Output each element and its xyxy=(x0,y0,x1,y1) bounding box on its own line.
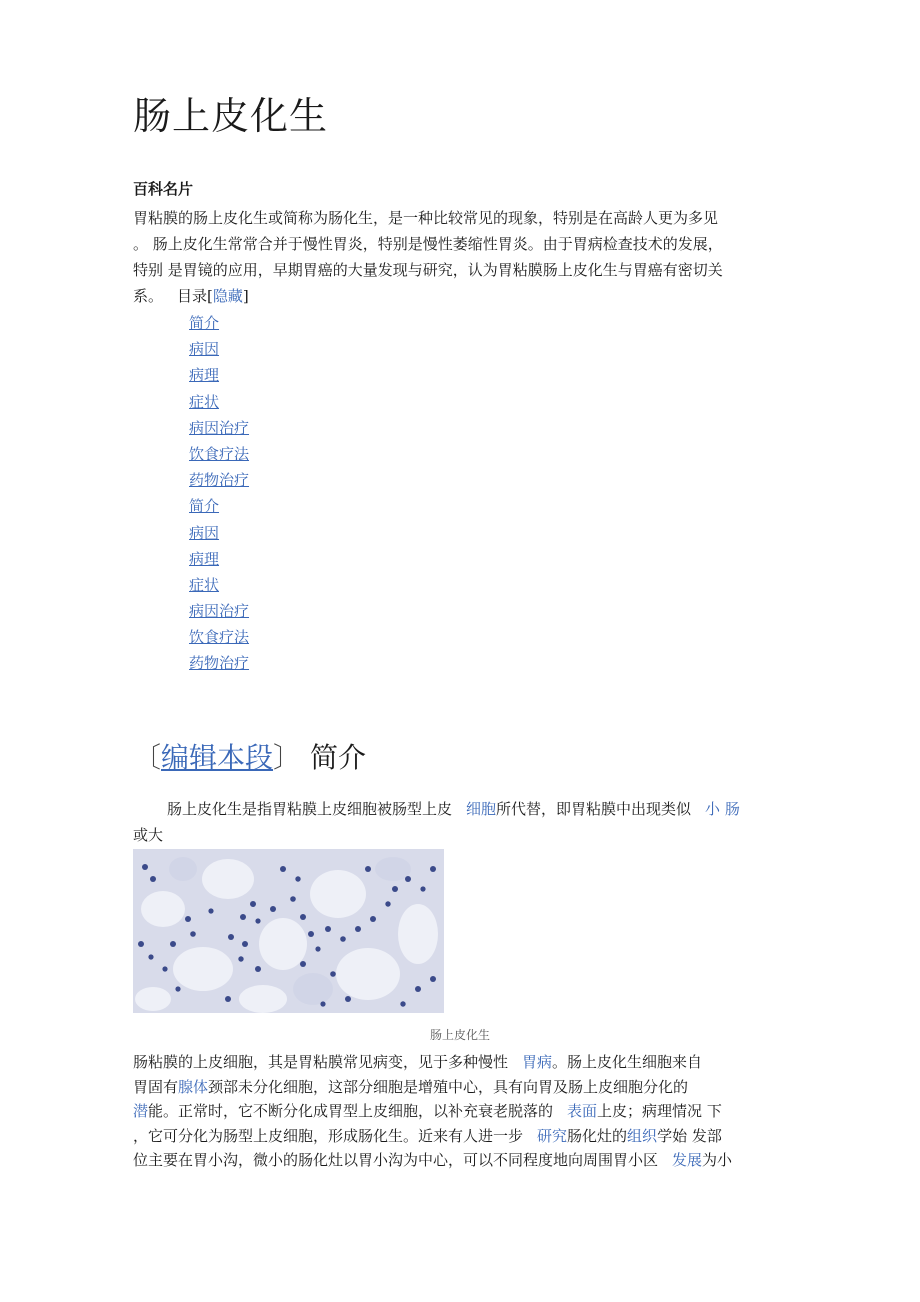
toc-label: 目录 xyxy=(177,287,208,305)
para-line xyxy=(133,1075,793,1100)
toc-bracket-open: [ xyxy=(207,287,213,305)
toc-link[interactable]: 药物治疗 xyxy=(189,471,250,490)
edit-section-link[interactable]: 编辑本段 xyxy=(161,741,274,774)
toc-item xyxy=(189,520,249,546)
toc-link[interactable]: 饮食疗法 xyxy=(189,444,250,463)
section-heading xyxy=(133,736,366,780)
para-text: ，它可分化为肠型上皮细胞，形成肠化生。近来有人进一步 xyxy=(133,1126,524,1145)
toc-item xyxy=(189,493,249,519)
intro-paragraph xyxy=(133,205,793,309)
para-text: 为小 xyxy=(702,1151,733,1169)
para-text: 位主要在胃小沟，微小的肠化灶以胃小沟为中心，可以不同程度地向周围胃小区 xyxy=(133,1151,659,1169)
para-text: 肠化灶的 xyxy=(567,1126,628,1145)
toc-item xyxy=(189,598,249,624)
body-paragraph xyxy=(133,1050,793,1173)
toc-item xyxy=(189,389,249,415)
figure-caption: 肠上皮化生 xyxy=(429,1028,490,1042)
intro-section-paragraph xyxy=(133,796,793,848)
toc-link[interactable]: 病因 xyxy=(189,340,220,359)
toc-link[interactable]: 病因治疗 xyxy=(189,418,250,437)
section-title: 简介 xyxy=(309,741,366,774)
intro-line: 胃粘膜的肠上皮化生或简称为肠化生，是一种比较常见的现象，特别是在高龄人更为多见 xyxy=(133,209,719,227)
para-line xyxy=(133,1050,793,1075)
intro-line: 特别 是胃镜的应用，早期胃癌的大量发现与研究，认为胃粘膜肠上皮化生与胃癌有密切关 xyxy=(133,261,723,279)
toc-item xyxy=(189,415,249,441)
toc-item xyxy=(189,467,249,493)
toc-link[interactable]: 简介 xyxy=(189,497,220,516)
toc-link[interactable]: 症状 xyxy=(189,392,220,411)
histology-image xyxy=(133,849,444,1013)
para-text: 胃固有 xyxy=(133,1077,179,1096)
toc-hide-link[interactable]: 隐藏 xyxy=(212,287,243,305)
gland-link[interactable]: 腺体 xyxy=(178,1077,209,1096)
toc-link[interactable]: 病理 xyxy=(189,549,220,568)
toc-link[interactable]: 病理 xyxy=(189,366,220,385)
edit-bracket-open: 〔 xyxy=(133,741,162,774)
page-title: 肠上皮化生 xyxy=(133,94,329,138)
toc-item xyxy=(189,336,249,362)
toc-item xyxy=(189,441,249,467)
toc-link[interactable]: 药物治疗 xyxy=(189,654,250,673)
toc-link[interactable]: 病因治疗 xyxy=(189,602,250,621)
stomach-disease-link[interactable]: 胃病 xyxy=(522,1053,553,1071)
toc-link[interactable]: 症状 xyxy=(189,575,220,594)
para-line: 或大 xyxy=(133,826,164,844)
micrograph-illustration xyxy=(133,849,444,1013)
potential-link[interactable]: 潜 xyxy=(133,1102,149,1120)
para-text: 上皮；病理情况 下 xyxy=(597,1102,722,1120)
toc-item xyxy=(189,624,249,650)
para-line xyxy=(133,796,793,822)
toc-link[interactable]: 简介 xyxy=(189,314,220,332)
development-link[interactable]: 发展 xyxy=(672,1151,703,1169)
table-of-contents xyxy=(189,310,249,677)
para-line xyxy=(133,1124,793,1149)
para-text: 学始 发部 xyxy=(657,1126,722,1145)
intro-text: 系。 xyxy=(133,287,164,305)
cell-link[interactable]: 细胞 xyxy=(466,800,497,818)
toc-item xyxy=(189,362,249,388)
toc-bracket-close: ] xyxy=(242,287,249,305)
intro-line: 。 肠上皮化生常常合并于慢性胃炎，特别是慢性萎缩性胃炎。由于胃病检查技术的发展， xyxy=(133,235,723,253)
para-text: 。肠上皮化生细胞来自 xyxy=(552,1053,703,1071)
para-text: 肠粘膜的上皮细胞，其是胃粘膜常见病变，见于多种慢性 xyxy=(133,1053,509,1071)
toc-link[interactable]: 病因 xyxy=(189,523,220,542)
para-text: 颈部未分化细胞，这部分细胞是增殖中心，具有向胃及肠上皮细胞分化的 xyxy=(208,1077,689,1096)
toc-item xyxy=(189,650,249,676)
para-line xyxy=(133,1148,793,1173)
toc-link[interactable]: 饮食疗法 xyxy=(189,628,250,647)
para-line xyxy=(133,1099,793,1124)
para-text: 肠上皮化生是指胃粘膜上皮细胞被肠型上皮 xyxy=(167,800,453,818)
toc-item xyxy=(189,572,249,598)
intro-line-last xyxy=(133,283,793,309)
encyclopedia-card-label: 百科名片 xyxy=(133,180,194,198)
research-link[interactable]: 研究 xyxy=(537,1126,568,1145)
para-text: 所代替，即胃粘膜中出现类似 xyxy=(496,800,692,818)
toc-item xyxy=(189,546,249,572)
tissue-link[interactable]: 组织 xyxy=(627,1126,658,1145)
surface-link[interactable]: 表面 xyxy=(567,1102,598,1120)
edit-bracket-close: 〕 xyxy=(273,741,302,774)
toc-item xyxy=(189,310,249,336)
para-text: 能。正常时，它不断分化成胃型上皮细胞，以补充衰老脱落的 xyxy=(148,1102,554,1120)
small-intestine-link[interactable]: 小 肠 xyxy=(705,800,740,818)
